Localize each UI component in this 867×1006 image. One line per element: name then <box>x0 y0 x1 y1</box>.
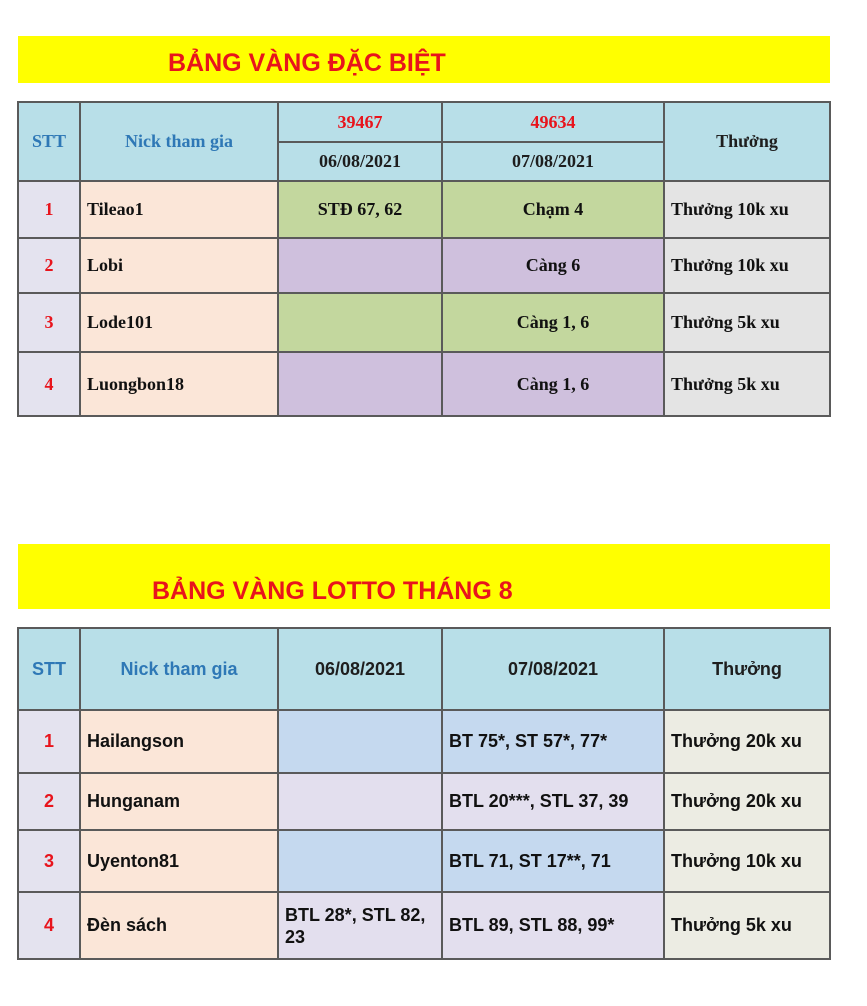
table-row <box>18 293 830 352</box>
row-date1-result <box>278 238 442 293</box>
row-date1-result <box>278 352 442 416</box>
row-nick: Lode101 <box>80 293 278 352</box>
table-row <box>18 710 830 773</box>
header-row <box>18 628 830 710</box>
table-row <box>18 830 830 892</box>
row-nick: Luongbon18 <box>80 352 278 416</box>
header-stt: STT <box>18 628 80 710</box>
row-prize: Thưởng 10k xu <box>664 181 830 238</box>
table-row <box>18 773 830 830</box>
table-row <box>18 238 830 293</box>
row-nick: Đèn sách <box>80 892 278 959</box>
row-prize: Thưởng 5k xu <box>664 892 830 959</box>
section1-title: BẢNG VÀNG ĐẶC BIỆT <box>168 49 446 77</box>
lotto-board-table <box>17 627 831 960</box>
header-code1: 39467 <box>278 102 442 142</box>
row-prize: Thưởng 10k xu <box>664 830 830 892</box>
row-stt: 2 <box>18 773 80 830</box>
row-nick: Hunganam <box>80 773 278 830</box>
row-stt: 4 <box>18 352 80 416</box>
row-stt: 2 <box>18 238 80 293</box>
row-stt: 1 <box>18 710 80 773</box>
row-date2-result: BT 75*, ST 57*, 77* <box>442 710 664 773</box>
table-row <box>18 892 830 959</box>
section2-title: BẢNG VÀNG LOTTO THÁNG 8 <box>152 577 513 605</box>
row-date2-result: Chạm 4 <box>442 181 664 238</box>
row-date1-result: BTL 28*, STL 82, 23 <box>278 892 442 959</box>
header-prize: Thưởng <box>664 628 830 710</box>
row-date1-result <box>278 773 442 830</box>
header-nick: Nick tham gia <box>80 102 278 181</box>
row-prize: Thưởng 5k xu <box>664 352 830 416</box>
special-board-table <box>17 101 831 417</box>
header-date1: 06/08/2021 <box>278 628 442 710</box>
row-prize: Thưởng 20k xu <box>664 773 830 830</box>
row-stt: 3 <box>18 293 80 352</box>
row-prize: Thưởng 5k xu <box>664 293 830 352</box>
table-row <box>18 181 830 238</box>
row-date1-result <box>278 830 442 892</box>
row-date2-result: Càng 6 <box>442 238 664 293</box>
row-prize: Thưởng 10k xu <box>664 238 830 293</box>
row-date2-result: Càng 1, 6 <box>442 352 664 416</box>
header-nick: Nick tham gia <box>80 628 278 710</box>
row-nick: Tileao1 <box>80 181 278 238</box>
row-date1-result: STĐ 67, 62 <box>278 181 442 238</box>
section1-banner <box>18 36 830 83</box>
header-date1: 06/08/2021 <box>278 142 442 181</box>
row-date2-result: BTL 89, STL 88, 99* <box>442 892 664 959</box>
row-prize: Thưởng 20k xu <box>664 710 830 773</box>
section2-banner <box>18 544 830 609</box>
table-row <box>18 352 830 416</box>
header-code2: 49634 <box>442 102 664 142</box>
row-nick: Lobi <box>80 238 278 293</box>
row-stt: 3 <box>18 830 80 892</box>
row-stt: 4 <box>18 892 80 959</box>
header-prize: Thưởng <box>664 102 830 181</box>
row-date2-result: BTL 71, ST 17**, 71 <box>442 830 664 892</box>
row-nick: Uyenton81 <box>80 830 278 892</box>
header-stt: STT <box>18 102 80 181</box>
header-row <box>18 102 830 142</box>
row-nick: Hailangson <box>80 710 278 773</box>
header-date2: 07/08/2021 <box>442 142 664 181</box>
row-date1-result <box>278 710 442 773</box>
row-date2-result: Càng 1, 6 <box>442 293 664 352</box>
row-date2-result: BTL 20***, STL 37, 39 <box>442 773 664 830</box>
row-stt: 1 <box>18 181 80 238</box>
row-date1-result <box>278 293 442 352</box>
header-date2: 07/08/2021 <box>442 628 664 710</box>
